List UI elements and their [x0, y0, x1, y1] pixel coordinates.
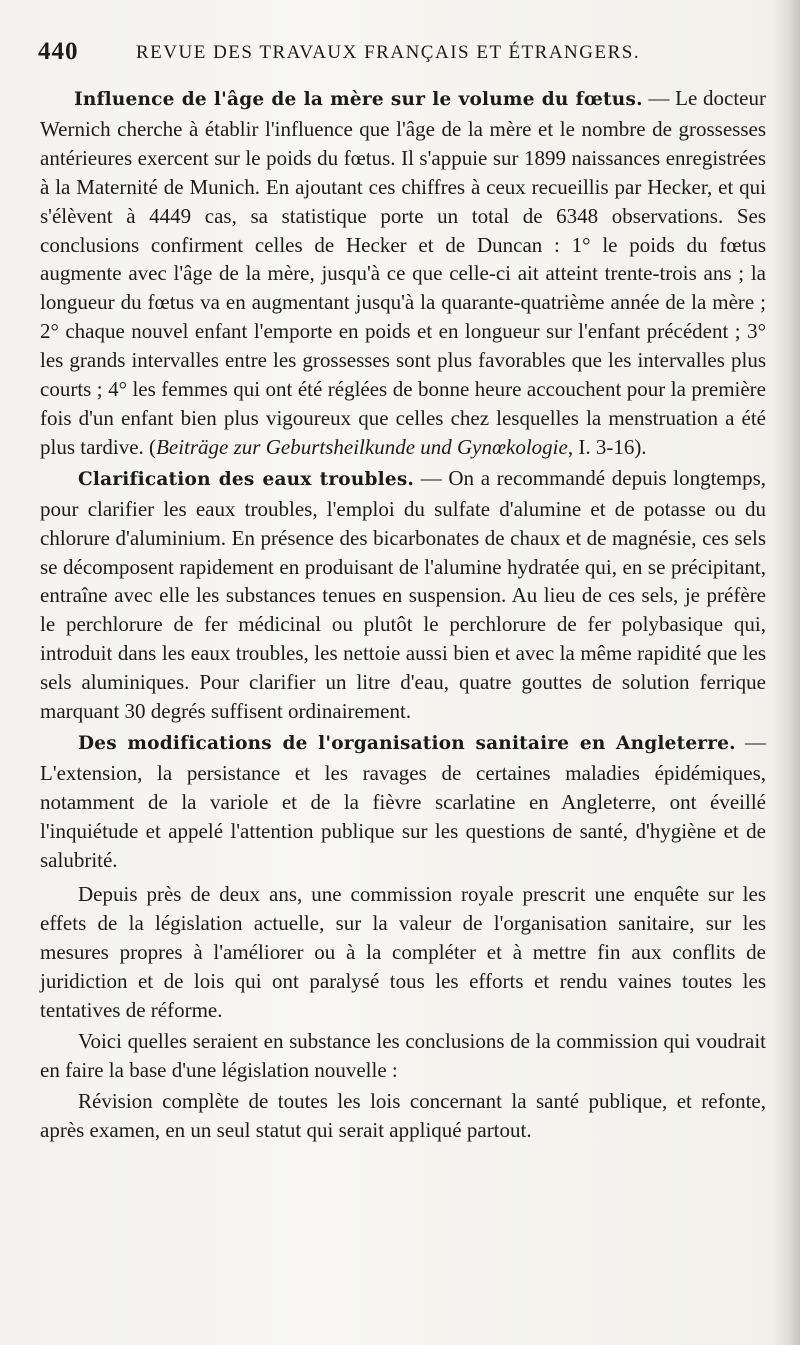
citation-reference: , I. 3-16).: [567, 434, 647, 459]
paragraph: Révision complète de toutes les lois concernant la santé publique, et refonte, après examen, en un seul statut qui serait appliqué partout.: [40, 1088, 766, 1142]
section-heading: Influence de l'âge de la mère sur le volume du fœtus.: [74, 89, 643, 110]
section-fetal-volume: [40, 84, 766, 462]
page-body: [40, 84, 766, 1147]
section-text: — L'extension, la persistance et les ravages de certaines maladies épidémiques, notamment de la variole et de la fièvre scarlatine en Angleterre, ont éveillé l'inquiétude et appelé l'attention publique sur les questions de santé, d'hygiène et de salubrité.: [40, 729, 767, 872]
section-text: — Le docteur Wernich cherche à établir l'influence que l'âge de la mère et le nombre de grossesses antérieures exercent sur le poids du fœtus. Il s'appuie sur 1899 naissances enregistrées à la Maternité de Munich. En ajoutant ces chiffres à ceux recueillis par Hecker, et qui s'élèvent à 4449 cas, sa statistique porte un total de 6348 observations. Ses conclusions confirment celles de Hecker et de Duncan : 1° le poids du fœtus augmente avec l'âge de la mère, jusqu'à ce que celle-ci ait atteint trente-trois ans ; la longueur du fœtus va en augmentant jusqu'à la quarante-quatrième année de la mère ; 2° chaque nouvel enfant l'emporte en poids et en longueur sur l'enfant précédent ; 3° les grands intervalles entre les grossesses sont plus favorables que les intervalles plus courts ; 4° les femmes qui ont été réglées de bonne heure accouchent pour la première fois d'un enfant bien plus vigoureux que celles chez lesquelles la menstruation a été plus tardive. (: [40, 86, 766, 459]
section-sanitary-organisation: [40, 728, 766, 875]
page-binding-shadow: [770, 0, 800, 1345]
running-head: REVUE DES TRAVAUX FRANÇAIS ET ÉTRANGERS.: [136, 42, 641, 63]
page-number: 440: [38, 38, 79, 65]
paragraph: Depuis près de deux ans, une commission royale prescrit une enquête sur les effets de la législation actuelle, sur la valeur de l'organisation sanitaire, sur les mesures propres à l'améliorer ou à la compléter et à mettre fin aux conflits de juridiction et de lois qui ont paralysé tous les efforts et rendu vaines toutes les tentatives de réforme.: [40, 882, 766, 1023]
section-heading: Clarification des eaux troubles.: [78, 468, 415, 490]
citation-title: Beiträge zur Geburtsheilkunde und Gynœkologie: [156, 434, 568, 459]
section-heading: Des modifications de l'organisation sanitaire en Angleterre.: [78, 732, 736, 754]
section-water-clarification: [40, 464, 766, 726]
section-text: — On a recommandé depuis longtemps, pour clarifier les eaux troubles, l'emploi du sulfate d'alumine et de potasse ou du chlorure d'aluminium. En présence des bicarbonates de chaux et de magnésie, ces sels se décomposent rapidement en produisant de l'alumine hydratée qui, en se précipitant, entraîne avec elle les substances tenues en suspension. Au lieu de ces sels, je préfère le perchlorure de fer médicinal ou plutôt le perchlorure de fer polybasique qui, introduit dans les eaux troubles, les nettoie aussi bien et avec la même rapidité que les sels aluminiques. Pour clarifier un litre d'eau, quatre gouttes de solution ferrique marquant 30 degrés suffisent ordinairement.: [40, 465, 766, 724]
paragraph: Voici quelles seraient en substance les conclusions de la commission qui voudrait en faire la base d'une législation nouvelle :: [40, 1029, 766, 1082]
page-header: [38, 38, 778, 68]
